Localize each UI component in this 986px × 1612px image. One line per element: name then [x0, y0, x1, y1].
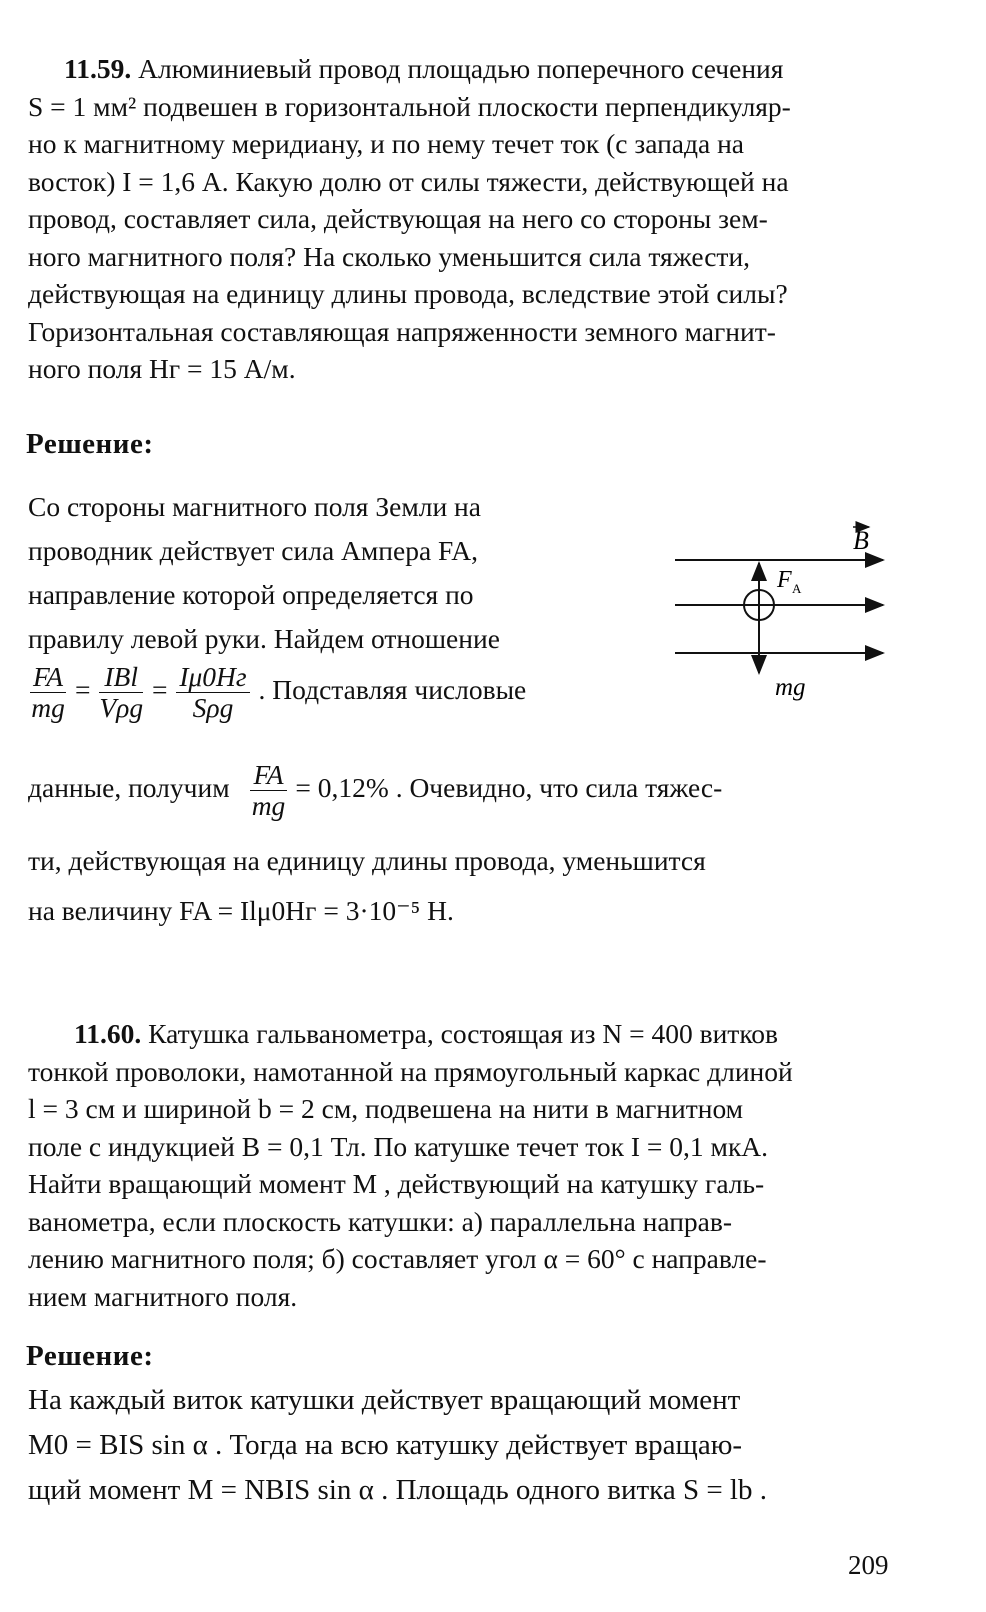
problem-line: нием магнитного поля.	[28, 1280, 298, 1312]
solution-line: проводник действует сила Ампера FA,	[28, 535, 479, 566]
problem-line: поле с индукцией B = 0,1 Тл. По катушке течет ток I = 0,1 мкА.	[28, 1130, 769, 1162]
problem-line: восток) I = 1,6 А. Какую долю от силы тяжести, действующей на	[28, 165, 789, 197]
equation-tail: . Подставляя числовые	[258, 673, 527, 705]
problem-number: 11.60.	[74, 1018, 142, 1049]
solution-line: Со стороны магнитного поля Земли на	[28, 491, 481, 522]
solution-line: правилу левой руки. Найдем отношение	[28, 623, 500, 654]
page-number: 209	[848, 1550, 889, 1580]
label-FA-sub: A	[792, 581, 802, 596]
solution-line: ти, действующая на единицу длины провода, уменьшится на величину FA = Ilμ0Hг = 3·10⁻⁵ Н.	[28, 845, 706, 926]
force-diagram	[665, 515, 895, 705]
solution-line: На каждый виток катушки действует вращающий момент	[28, 1384, 741, 1416]
label-mg: mg	[775, 674, 806, 701]
problem-line: Катушка гальванометра, состоящая из N = 400 витков	[148, 1018, 779, 1049]
problem-line: Алюминиевый провод площадью поперечного сечения	[138, 53, 784, 84]
solution-heading: Решение:	[26, 428, 154, 460]
problem-line: l = 3 см и шириной b = 2 см, подвешена на нити в магнитном	[28, 1093, 744, 1124]
problem-11-60	[28, 1015, 894, 1315]
problem-line: провод, составляет сила, действующая на него со стороны зем-	[28, 203, 768, 234]
solution-line: M0 = BIS sin α . Тогда на всю катушку действует вращаю-	[28, 1429, 743, 1461]
fraction: $\frac{I\mu 0Hг}{\text{Sρg}}$	[176, 662, 249, 723]
solution-line: щий момент M = NBIS sin α . Площадь одного витка S = lb .	[28, 1474, 767, 1506]
fraction: $\frac{FA}{mg}$	[31, 661, 65, 723]
solution-11-60-text	[28, 1378, 898, 1513]
problem-line: лению магнитного поля; б) составляет угол α = 60° с направле-	[28, 1243, 767, 1274]
label-FA: F	[777, 567, 792, 593]
result-line: данные, получим $\frac{FA}{mg}$ = 0,12% . Очевидно, что сила тяжес-	[28, 759, 723, 821]
problem-11-59	[28, 50, 890, 388]
problem-line: S = 1 мм² подвешен в горизонтальной плоскости перпендикуляр-	[28, 90, 791, 122]
problem-line: тонкой проволоки, намотанной на прямоугольный каркас длиной	[28, 1055, 793, 1087]
solution-heading: Решение:	[26, 1340, 154, 1372]
problem-line: ванометра, если плоскость катушки: а) параллельна направ-	[28, 1205, 733, 1237]
label-B: B	[853, 526, 869, 555]
ratio-equation: $\frac{FA}{mg}$ = $\frac{\text{IBl}}{\text{Vρg}}$ = $\frac{I\mu 0Hг}{\text{Sρg}}$ . Подставляя числовые	[31, 661, 527, 723]
problem-line: ного магнитного поля? На сколько уменьшится сила тяжести,	[28, 240, 751, 272]
problem-line: ного поля Hг = 15 А/м.	[28, 353, 296, 384]
problem-line: действующая на единицу длины провода, вследствие этой силы?	[28, 278, 788, 309]
problem-line: Горизонтальная составляющая напряженности земного магнит-	[28, 315, 776, 347]
problem-line: Найти вращающий момент M , действующий на катушку галь-	[28, 1168, 765, 1199]
solution-11-59-text	[28, 485, 648, 661]
fraction: $\frac{FA}{mg}$	[251, 759, 286, 821]
solution-line: направление которой определяется по	[28, 579, 474, 610]
fraction: $\frac{\text{IBl}}{\text{Vρg}}$	[99, 661, 144, 723]
problem-number: 11.59.	[64, 53, 132, 84]
problem-line: но к магнитному меридиану, и по нему течет ток (с запада на	[28, 128, 745, 159]
